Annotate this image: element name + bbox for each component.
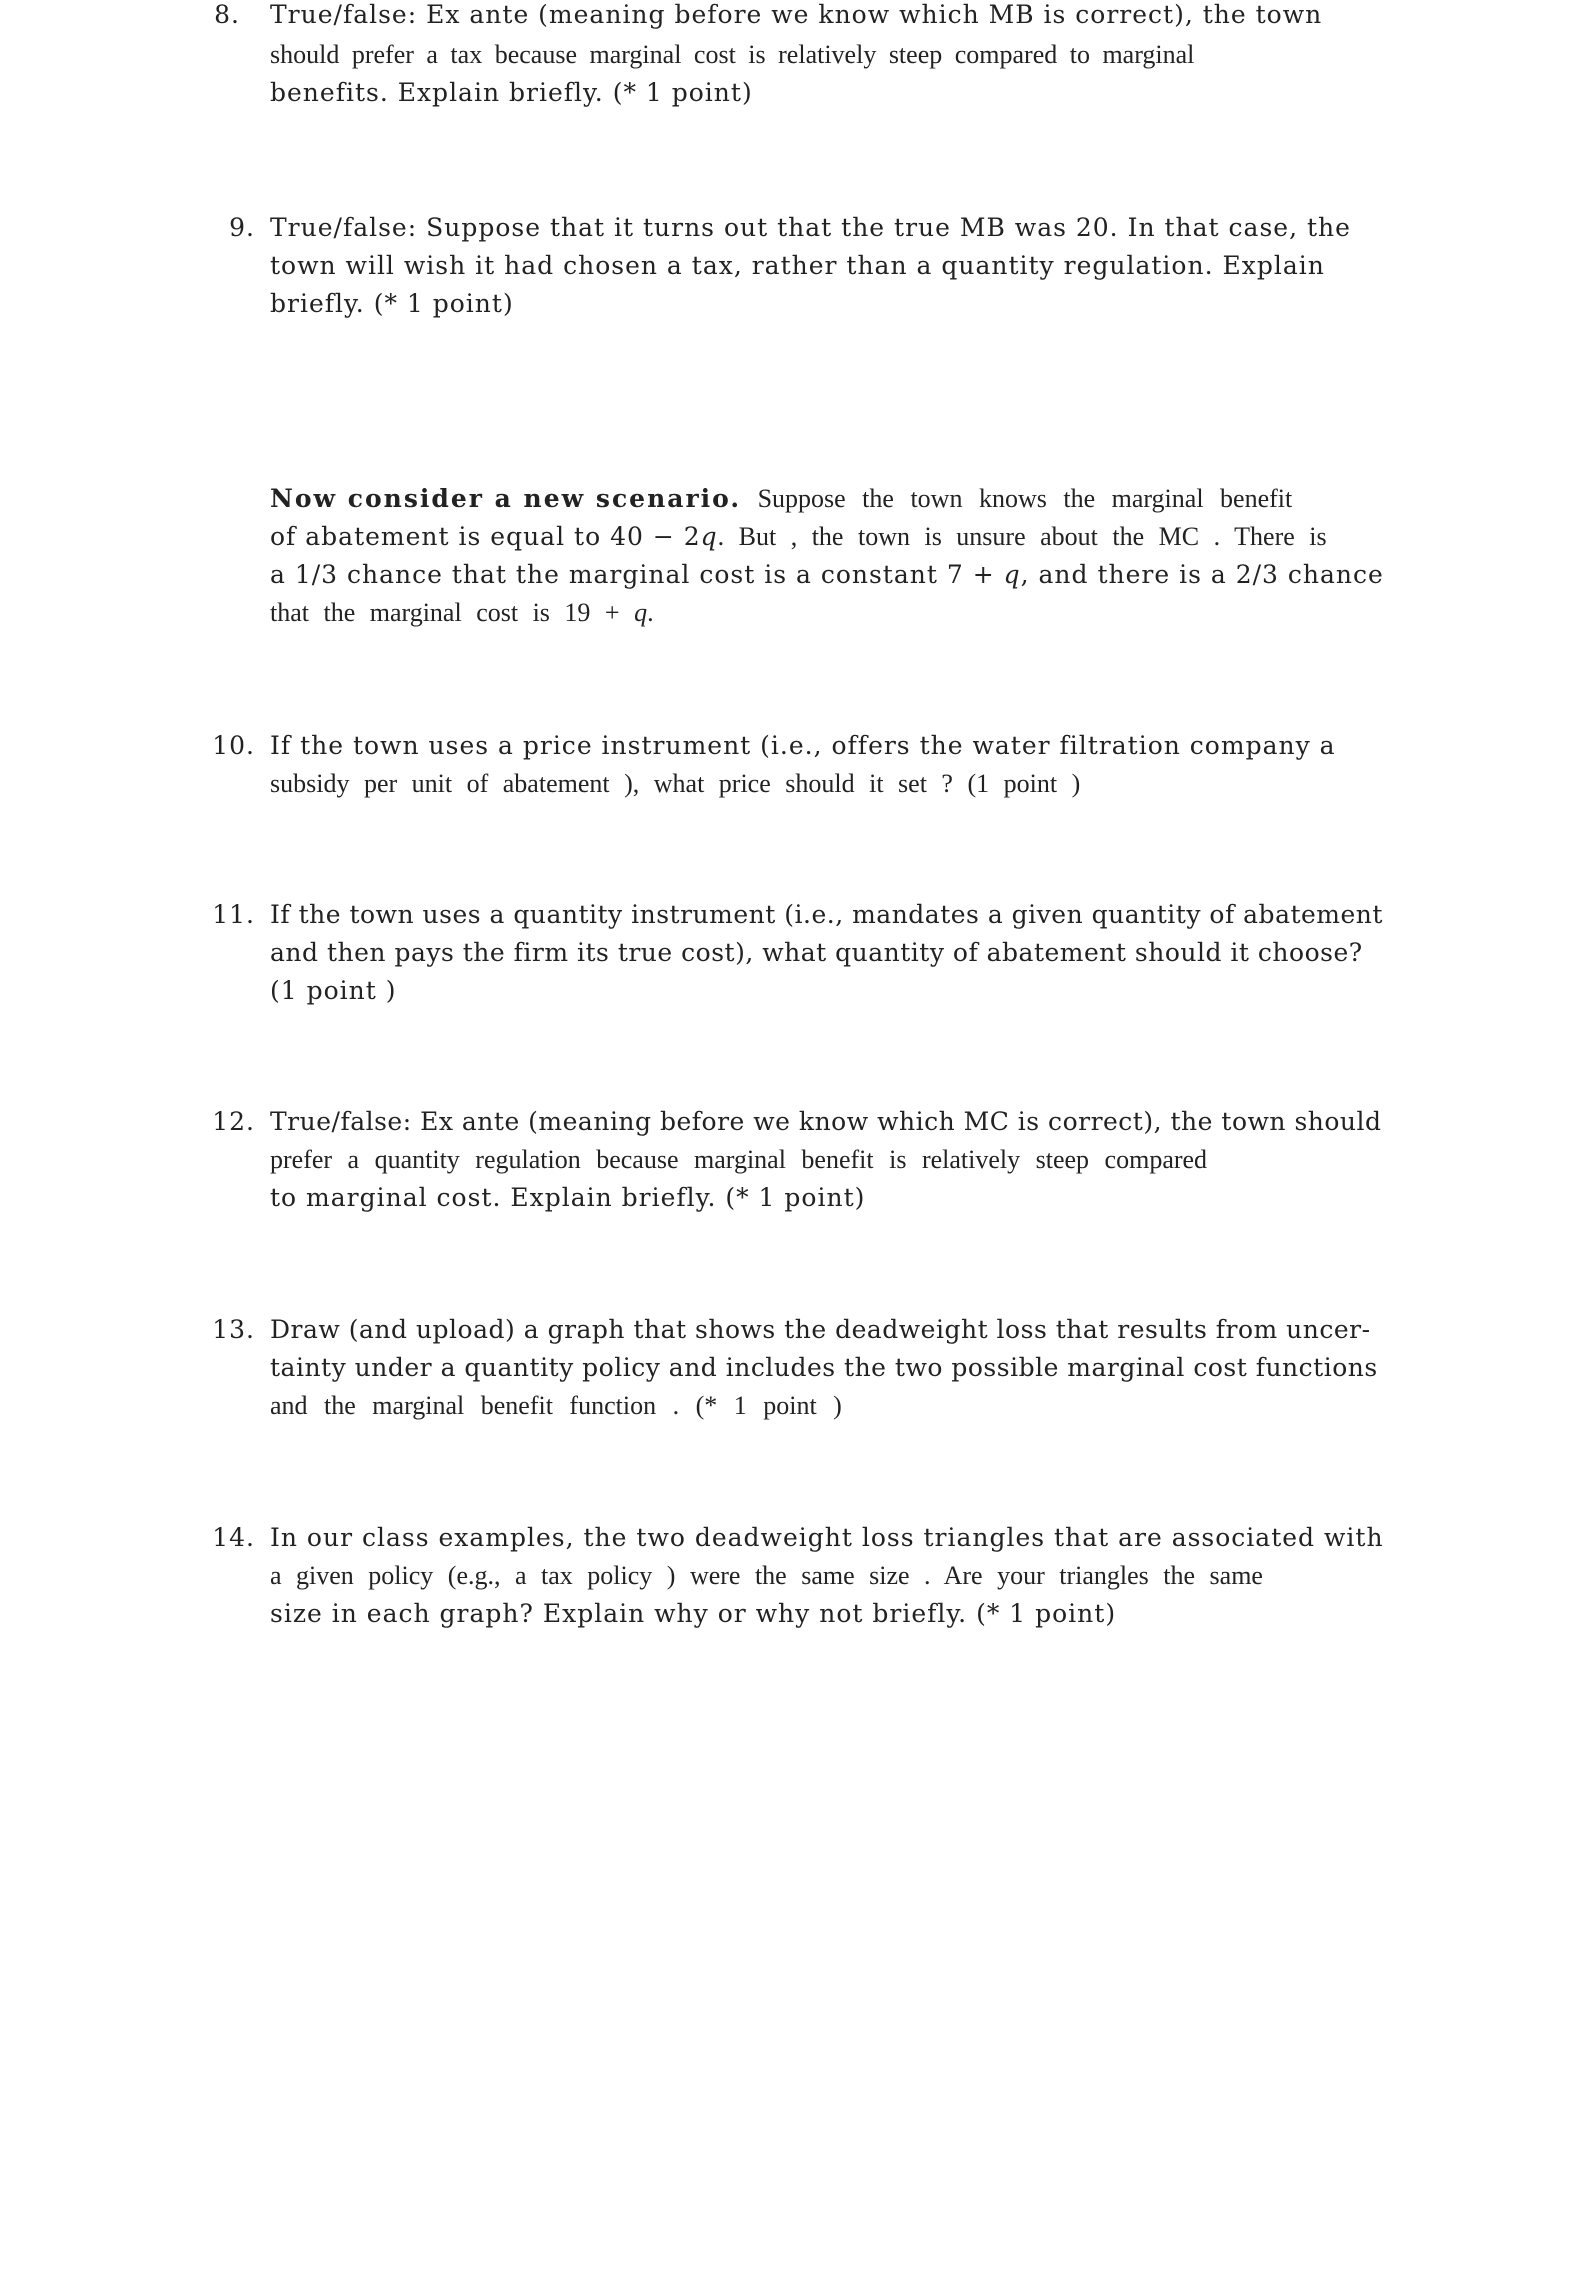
- question-number: 10.: [212, 731, 255, 760]
- scenario-line4-text: that the marginal cost is 19 +: [270, 598, 635, 627]
- scenario-line3-text: a 1/3 chance that the marginal cost is a constant 7 +: [270, 560, 1004, 589]
- question-text-line: size in each graph? Explain why or why not briefly. (* 1 point): [270, 1599, 1117, 1628]
- question-number: 13.: [212, 1315, 255, 1344]
- scenario-line2-text: of abatement is equal to 40 − 2: [270, 522, 701, 551]
- scenario-line-1: [270, 480, 1292, 518]
- question-text-line: and then pays the firm its true cost), what quantity of abatement should it choose?: [270, 938, 1363, 967]
- question-text-line: town will wish it had chosen a tax, rather than a quantity regulation. Explain: [270, 251, 1325, 280]
- question-text-line: Draw (and upload) a graph that shows the deadweight loss that results from uncer-: [270, 1315, 1371, 1344]
- question-number: 11.: [212, 900, 255, 929]
- question-text-line: If the town uses a price instrument (i.e., offers the water filtration company a: [270, 731, 1336, 760]
- scenario-heading: Now consider a new scenario.: [270, 484, 742, 513]
- scenario-line4-text-b: .: [647, 598, 654, 627]
- question-text-line: (1 point ): [270, 976, 397, 1005]
- question-text-line: benefits. Explain briefly. (* 1 point): [270, 78, 753, 107]
- math-variable-q: q: [1003, 560, 1021, 589]
- question-number: 12.: [212, 1107, 255, 1136]
- scenario-line-3: [270, 556, 1384, 594]
- question-text-line: True/false: Suppose that it turns out that the true MB was 20. In that case, the: [270, 213, 1351, 242]
- scenario-line-2: [270, 518, 1327, 556]
- scenario-line3-text-b: , and there is a 2/3 chance: [1020, 560, 1384, 589]
- question-text-line: a given policy (e.g., a tax policy ) were the same size . Are your triangles the same: [270, 1561, 1263, 1590]
- question-text-line: True/false: Ex ante (meaning before we know which MC is correct), the town should: [270, 1107, 1382, 1136]
- question-text-line: should prefer a tax because marginal cost is relatively steep compared to marginal: [270, 40, 1195, 69]
- scenario-line-4: [270, 594, 654, 632]
- question-number: 9.: [229, 213, 255, 242]
- question-text-line: prefer a quantity regulation because marginal benefit is relatively steep compared: [270, 1145, 1208, 1174]
- scenario-line1-text: Suppose the town knows the marginal benefit: [741, 484, 1293, 513]
- question-text-line: and the marginal benefit function . (* 1 point ): [270, 1391, 842, 1420]
- question-text-line: tainty under a quantity policy and includes the two possible marginal cost functions: [270, 1353, 1378, 1382]
- question-text-line: subsidy per unit of abatement ), what price should it set ? (1 point ): [270, 769, 1081, 798]
- math-variable-q: q: [634, 598, 648, 627]
- question-number: 8.: [214, 0, 240, 29]
- question-number: 14.: [212, 1523, 255, 1552]
- question-text-line: If the town uses a quantity instrument (i.e., mandates a given quantity of abatement: [270, 900, 1383, 929]
- question-text-line: briefly. (* 1 point): [270, 289, 514, 318]
- scenario-line2-text-b: . But , the town is unsure about the MC . There is: [717, 522, 1327, 551]
- math-variable-q: q: [700, 522, 718, 551]
- question-text-line: to marginal cost. Explain briefly. (* 1 point): [270, 1183, 866, 1212]
- question-text-line: In our class examples, the two deadweight loss triangles that are associated with: [270, 1523, 1384, 1552]
- question-text-line: True/false: Ex ante (meaning before we know which MB is correct), the town: [270, 0, 1323, 29]
